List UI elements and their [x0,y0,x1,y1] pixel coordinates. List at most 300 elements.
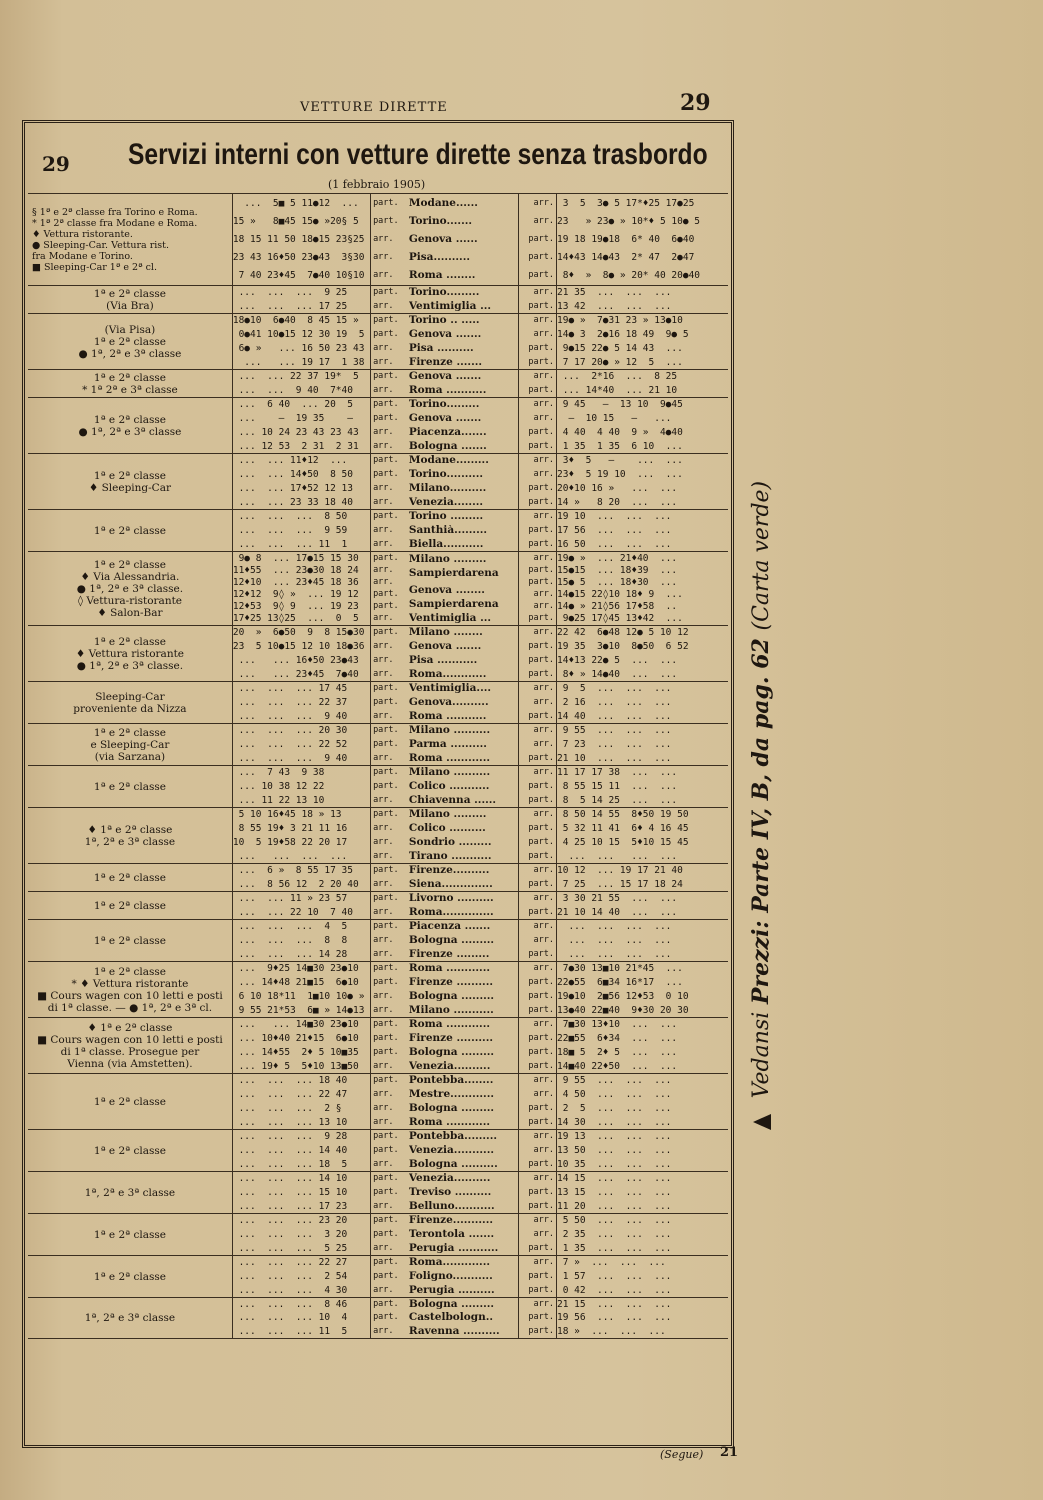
time-line: ... ... ... 2 54 [232,1270,348,1282]
time-line: 9● 8 ... 17●15 15 30 [232,552,359,564]
outbound-times [233,1130,371,1171]
outbound-times [233,314,371,369]
time-line: 20 » 6●50 9 8 15●30 [232,627,365,639]
outbound-part-arr [371,398,409,453]
time-line: 19● » ... 21♦40 ... [557,552,678,564]
part-arr-label: arr. [373,710,394,721]
station-name: Bologna ....... [408,440,487,452]
outbound-times [233,1256,371,1297]
time-line: 23 5 10●15 12 10 18●36 [232,641,365,653]
time-line: 8 55 15 11 ... ... [557,780,678,792]
time-line: 4 50 ... ... ... [557,1089,672,1101]
time-line: 7 » ... ... ... [557,1257,666,1269]
outbound-times [233,370,371,397]
footer-number: 21 [720,1445,739,1460]
return-part-arr [519,1074,557,1129]
service-description-line: ● Sleeping-Car. Vettura rist. [32,239,169,251]
stations [409,1298,519,1338]
timetable-row [28,369,728,397]
time-line: 0●41 10●15 12 30 19 5 [232,329,365,341]
side-caption: Vedansi Prezzi: Parte IV, B, da pag. 62 (Carta verde) [748,481,774,1130]
service-description-line: 1ª e 2ª classe [93,1228,166,1241]
timetable-row [28,453,728,509]
time-line: 8 5 14 25 ... ... [557,794,678,806]
outbound-times [233,1298,371,1338]
part-arr-label: arr. [373,1325,394,1336]
part-arr-label: arr. [533,627,555,638]
time-line: 12♦12 9◊ » ... 19 12 [232,589,359,601]
station-name: Piacenza ....... [408,921,491,933]
service-description [28,1298,233,1338]
service-description [28,1256,233,1297]
return-part-arr [519,1018,557,1073]
return-times [557,552,728,625]
station-name: Livorno .......... [408,893,494,905]
outbound-part-arr [371,370,409,397]
return-part-arr [519,454,557,509]
return-times [557,892,728,919]
time-line: 18■ 5 2♦ 5 ... ... [557,1046,678,1058]
station-name: Venezia.......... [408,1060,491,1072]
part-arr-label: arr. [533,893,555,904]
time-line: ... ... ... 11 5 [232,1325,348,1337]
part-arr-label: arr. [373,668,394,679]
part-arr-label: part. [373,371,399,382]
service-description-line: 1ª e 2ª classe [93,899,166,912]
time-line: ... ... ... 4 5 [232,921,348,933]
part-arr-label: part. [373,780,399,791]
service-description-line: 1ª e 2ª classe [93,635,166,648]
page-subtitle: (1 febbraio 1905) [328,178,426,191]
return-times [557,286,728,313]
service-description-line: 1ª e 2ª classe [93,287,166,300]
time-line: 7 25 ... 15 17 18 24 [557,878,683,890]
time-line: 14● » 21◊56 17♦58 .. [557,601,678,613]
return-times [557,724,728,765]
time-line: 22●55 6■34 16*17 ... [557,977,683,989]
stations [409,892,519,919]
part-arr-label: part. [528,252,555,263]
time-line: 8 55 19♦ 3 21 11 16 [232,823,348,835]
part-arr-label: arr. [373,906,394,917]
time-line: 19 56 ... ... ... [557,1312,672,1324]
part-arr-label: part. [373,1299,399,1310]
station-name: Ravenna .......... [408,1325,500,1337]
service-description [28,864,233,891]
service-description [28,962,233,1017]
time-line: ... — 19 35 — [232,413,353,425]
part-arr-label: part. [528,1046,555,1057]
time-line: ... ... 22 37 19* 5 [232,371,359,383]
time-line: ... ... ... 20 30 [232,725,348,737]
time-line: ... 12 53 2 31 2 31 [232,440,359,452]
part-arr-label: part. [528,794,555,805]
service-description-line: 1ª e 2ª classe [93,558,166,571]
outbound-part-arr [371,454,409,509]
outbound-part-arr [371,1130,409,1171]
service-description-line: 1ª, 2ª e 3ª classe [84,835,176,848]
part-arr-label: part. [373,1215,399,1226]
outbound-part-arr [371,724,409,765]
service-description-line: ● 1ª, 2ª e 3ª classe [78,425,182,438]
time-line: 7●30 13■10 21*45 ... [557,963,683,975]
outbound-part-arr [371,510,409,551]
time-line: 15● 5 ... 18♦30 ... [557,576,678,588]
station-name: Roma ........ [408,270,476,282]
part-arr-label: part. [373,725,399,736]
timetable-row [28,193,728,285]
part-arr-label: part. [528,668,555,679]
time-line: 2 35 ... ... ... [557,1228,672,1240]
station-name: Chiavenna ...... [408,794,497,806]
timetable-row [28,285,728,313]
part-arr-label: arr. [533,601,555,612]
time-line: 5 10 16♦45 18 » 13 [232,809,342,821]
part-arr-label: part. [528,1242,555,1253]
station-name: Pisa .......... [408,342,474,354]
return-times [557,920,728,961]
stations [409,454,519,509]
time-line: ... ... ... 22 27 [232,1257,348,1269]
time-line: 2 5 ... ... ... [557,1102,672,1114]
part-arr-label: part. [528,538,555,549]
outbound-times [233,766,371,807]
timetable-row [28,681,728,723]
station-name: Torino.......... [408,469,484,481]
outbound-part-arr [371,1214,409,1255]
outbound-part-arr [371,286,409,313]
part-arr-label: part. [373,1144,399,1155]
part-arr-label: arr. [373,564,394,575]
station-name: Venezia.......... [408,1173,491,1185]
time-line: ... ... 14♦50 8 50 [232,469,353,481]
part-arr-label: arr. [373,752,394,763]
return-times [557,314,728,369]
outbound-part-arr [371,194,409,285]
time-line: ... 14*40 ... 21 10 [557,384,678,396]
time-line: 5 50 ... ... ... [557,1215,672,1227]
part-arr-label: part. [373,1186,399,1197]
station-name: Torino......... [408,399,480,411]
service-description [28,510,233,551]
time-line: ... 6 » 8 55 17 35 [232,865,353,877]
station-name: Ventimiglia ... [408,300,492,312]
station-name: Bologna .......... [408,1158,498,1170]
time-line: 14♦43 14●43 2* 47 2●47 [557,252,695,264]
service-description-line: ♦ Salon-Bar [97,606,163,619]
return-times [557,962,728,1017]
return-part-arr [519,510,557,551]
part-arr-label: arr. [533,287,555,298]
service-description-line: ■ Cours wagen con 10 letti e posti [37,1033,223,1046]
service-description [28,920,233,961]
part-arr-label: arr. [533,315,555,326]
time-line: ... 10♦40 21♦15 6●10 [232,1033,359,1045]
time-line: ... ... ... 14 28 [232,948,348,960]
time-line: ... 11 22 13 10 [232,794,325,806]
part-arr-label: arr. [373,1060,394,1071]
timetable-row [28,1213,728,1255]
time-line: 19●10 2■56 12♦53 0 10 [557,990,689,1002]
part-arr-label: part. [373,413,399,424]
part-arr-label: arr. [373,482,394,493]
station-name: Genova ....... [408,641,482,653]
return-part-arr [519,626,557,681]
part-arr-label: arr. [533,455,555,466]
pointing-hand-icon [753,1114,771,1130]
time-line: ... ... ... 23 20 [232,1215,348,1227]
station-name: Sondrio ......... [408,836,492,848]
station-name: Modane......... [408,455,489,467]
time-line: 14♦13 22● 5 ... ... [557,654,678,666]
time-line: 8 50 14 55 8♦50 19 50 [557,809,689,821]
time-line: 9 55 ... ... ... [557,1075,672,1087]
time-line: 19 13 ... ... ... [557,1131,672,1143]
part-arr-label: arr. [533,197,555,208]
timetable-row [28,1073,728,1129]
time-line: ... ... ... 3 20 [232,1228,348,1240]
service-description-line: 1ª e 2ª classe [93,1095,166,1108]
service-description-line: (via Sarzana) [94,750,166,763]
time-line: 14 » 8 20 ... ... [557,496,678,508]
part-arr-label: arr. [533,215,555,226]
service-description-line: di 1ª classe. — ● 1ª, 2ª e 3ª cl. [47,1001,213,1014]
part-arr-label: arr. [373,948,394,959]
station-name: Genova.......... [408,696,489,708]
part-arr-label: part. [373,589,399,600]
station-name: Biella........... [408,538,484,550]
time-line: 2 16 ... ... ... [557,696,672,708]
part-arr-label: part. [528,836,555,847]
time-line: ... ... ... 18 5 [232,1158,348,1170]
part-arr-label: part. [528,1200,555,1211]
station-name: Bologna ......... [408,1102,495,1114]
timetable-row [28,551,728,625]
part-arr-label: part. [373,1173,399,1184]
part-arr-label: arr. [373,641,394,652]
return-times [557,864,728,891]
part-arr-label: part. [373,287,399,298]
part-arr-label: part. [373,1131,399,1142]
outbound-part-arr [371,962,409,1017]
station-name: Santhià......... [408,524,488,536]
station-name: Milano ........ [408,627,483,639]
part-arr-label: part. [528,576,555,587]
outbound-times [233,1214,371,1255]
service-description [28,808,233,863]
service-description-line: * 1ª 2ª e 3ª classe [82,383,178,396]
time-line: 21 10 14 40 ... ... [557,906,678,918]
part-arr-label: arr. [373,1200,394,1211]
station-name: Genova ....... [408,329,482,341]
part-arr-label: arr. [533,1019,555,1030]
part-arr-label: arr. [373,356,394,367]
station-name: Genova ........ [408,584,485,596]
page-number: 29 [680,90,711,116]
stations [409,724,519,765]
timetable-row [28,919,728,961]
service-description-line: § 1ª e 2ª classe fra Torino e Roma. [32,206,198,218]
return-part-arr [519,370,557,397]
return-times [557,626,728,681]
running-header: VETTURE DIRETTE [300,100,448,115]
time-line: ... 19♦ 5 5♦10 13■50 [232,1060,359,1072]
service-description-line: 1ª e 2ª classe [93,965,166,978]
timetable-row [28,807,728,863]
part-arr-label: arr. [373,823,394,834]
timetable-row [28,723,728,765]
part-arr-label: arr. [373,270,394,281]
part-arr-label: part. [528,1312,555,1323]
time-line: 20♦10 16 » ... ... [557,482,678,494]
station-name: Firenze........... [408,1215,494,1227]
return-times [557,808,728,863]
stations [409,1256,519,1297]
time-line: 9 5 ... ... ... [557,683,672,695]
part-arr-label: part. [528,878,555,889]
part-arr-label: arr. [373,440,394,451]
station-name: Roma ............ [408,752,491,764]
time-line: 8♦ » 8● » 20* 40 20●40 [557,270,701,282]
service-description [28,626,233,681]
stations [409,286,519,313]
part-arr-label: part. [528,752,555,763]
part-arr-label: part. [373,215,399,226]
service-description-line: * ♦ Vettura ristorante [71,977,189,990]
station-name: Pontebba......... [408,1131,498,1143]
outbound-times [233,864,371,891]
time-line: 15●15 ... 18♦39 ... [557,564,678,576]
station-name: Firenze .......... [408,977,494,989]
time-line: 19 35 3●10 8●50 6 52 [557,641,689,653]
time-line: 0 42 ... ... ... [557,1284,672,1296]
part-arr-label: part. [528,270,555,281]
outbound-part-arr [371,920,409,961]
service-description [28,766,233,807]
return-part-arr [519,314,557,369]
outbound-times [233,808,371,863]
outbound-part-arr [371,1172,409,1213]
time-line: ... ... ... ... [557,948,672,960]
service-description-line: e Sleeping-Car [90,738,170,751]
part-arr-label: part. [528,1270,555,1281]
outbound-times [233,398,371,453]
service-description [28,194,233,285]
time-line: 16 50 ... ... ... [557,538,672,550]
time-line: ... ... 11♦12 ... [232,455,348,467]
part-arr-label: part. [528,948,555,959]
station-name: Colico .......... [408,823,486,835]
part-arr-label: arr. [533,921,555,932]
service-description-line: ■ Sleeping-Car 1ª e 2ª cl. [32,261,157,273]
part-arr-label: arr. [373,836,394,847]
return-part-arr [519,1130,557,1171]
service-description [28,1130,233,1171]
timetable-row [28,1017,728,1073]
service-description-line: 1ª, 2ª e 3ª classe [84,1186,176,1199]
part-arr-label: part. [528,1325,555,1336]
part-arr-label: arr. [533,1299,555,1310]
part-arr-label: part. [373,601,399,612]
part-arr-label: part. [528,300,555,311]
part-arr-label: arr. [373,342,394,353]
stations [409,766,519,807]
part-arr-label: part. [528,1284,555,1295]
service-description [28,1172,233,1213]
time-line: ... ... ... 10 4 [232,1312,348,1324]
time-line: 9●25 17◊45 13♦42 ... [557,613,683,625]
time-line: ... 9♦25 14■30 23●10 [232,963,359,975]
time-line: 6 10 18*11 1■10 10● » [232,990,365,1002]
station-name: Belluno........... [408,1200,495,1212]
time-line: ... ... ... ... [557,921,672,933]
part-arr-label: arr. [373,252,394,263]
time-line: 23 » 23● » 10*♦ 5 10● 5 [557,215,701,227]
outbound-times [233,454,371,509]
part-arr-label: arr. [533,469,555,480]
time-line: ... ... ... 17 45 [232,683,348,695]
return-times [557,370,728,397]
continued-note: (Segue) [660,1448,704,1461]
time-line: ... 5■ 5 11●12 ... [232,197,359,209]
time-line: ... ... 14■30 23●10 [232,1019,359,1031]
stations [409,864,519,891]
station-name: Roma............ [408,668,487,680]
time-line: ... ... ... 9 28 [232,1131,348,1143]
time-line: ... ... 22 10 7 40 [232,906,353,918]
stations [409,552,519,625]
service-description-line: di 1ª classe. Prosegue per [60,1045,200,1058]
time-line: 21 15 ... ... ... [557,1299,672,1311]
service-description-line: ● 1ª, 2ª e 3ª classe. [76,582,184,595]
service-description [28,398,233,453]
return-part-arr [519,1214,557,1255]
part-arr-label: arr. [373,934,394,945]
stations [409,1214,519,1255]
part-arr-label: part. [373,696,399,707]
timetable-row [28,1129,728,1171]
outbound-part-arr [371,892,409,919]
station-name: Venezia........ [408,496,484,508]
return-part-arr [519,1298,557,1338]
service-description [28,892,233,919]
time-line: 13●40 22■40 9♦30 20 30 [557,1004,689,1016]
service-description-line: ♦ Sleeping-Car [88,481,171,494]
part-arr-label: part. [373,1228,399,1239]
service-description-line: 1ª e 2ª classe [93,524,166,537]
part-arr-label: arr. [533,589,555,600]
station-name: Mestre............ [408,1089,495,1101]
service-description-line: ■ Cours wagen con 10 letti e posti [37,989,223,1002]
time-line: 13 50 ... ... ... [557,1144,672,1156]
outbound-times [233,724,371,765]
time-line: 17♦25 13◊25 ... 0 5 [232,613,359,625]
station-name: Firenze .......... [408,1033,494,1045]
service-description-line: ● 1ª, 2ª e 3ª classe [78,347,182,360]
time-line: 1 35 1 35 6 10 ... [557,440,683,452]
outbound-times [233,892,371,919]
station-name: Modane...... [408,197,478,209]
part-arr-label: arr. [533,696,555,707]
part-arr-label: part. [528,524,555,535]
time-line: ... 14♦55 2♦ 5 10■35 [232,1046,359,1058]
station-name: Tirano ........... [408,850,492,862]
station-name: Milano .......... [408,767,491,779]
time-line: 10 5 19♦58 22 20 17 [232,836,348,848]
station-name: Perugia ........... [408,1242,499,1254]
part-arr-label: part. [373,469,399,480]
station-name: Piacenza....... [408,426,487,438]
